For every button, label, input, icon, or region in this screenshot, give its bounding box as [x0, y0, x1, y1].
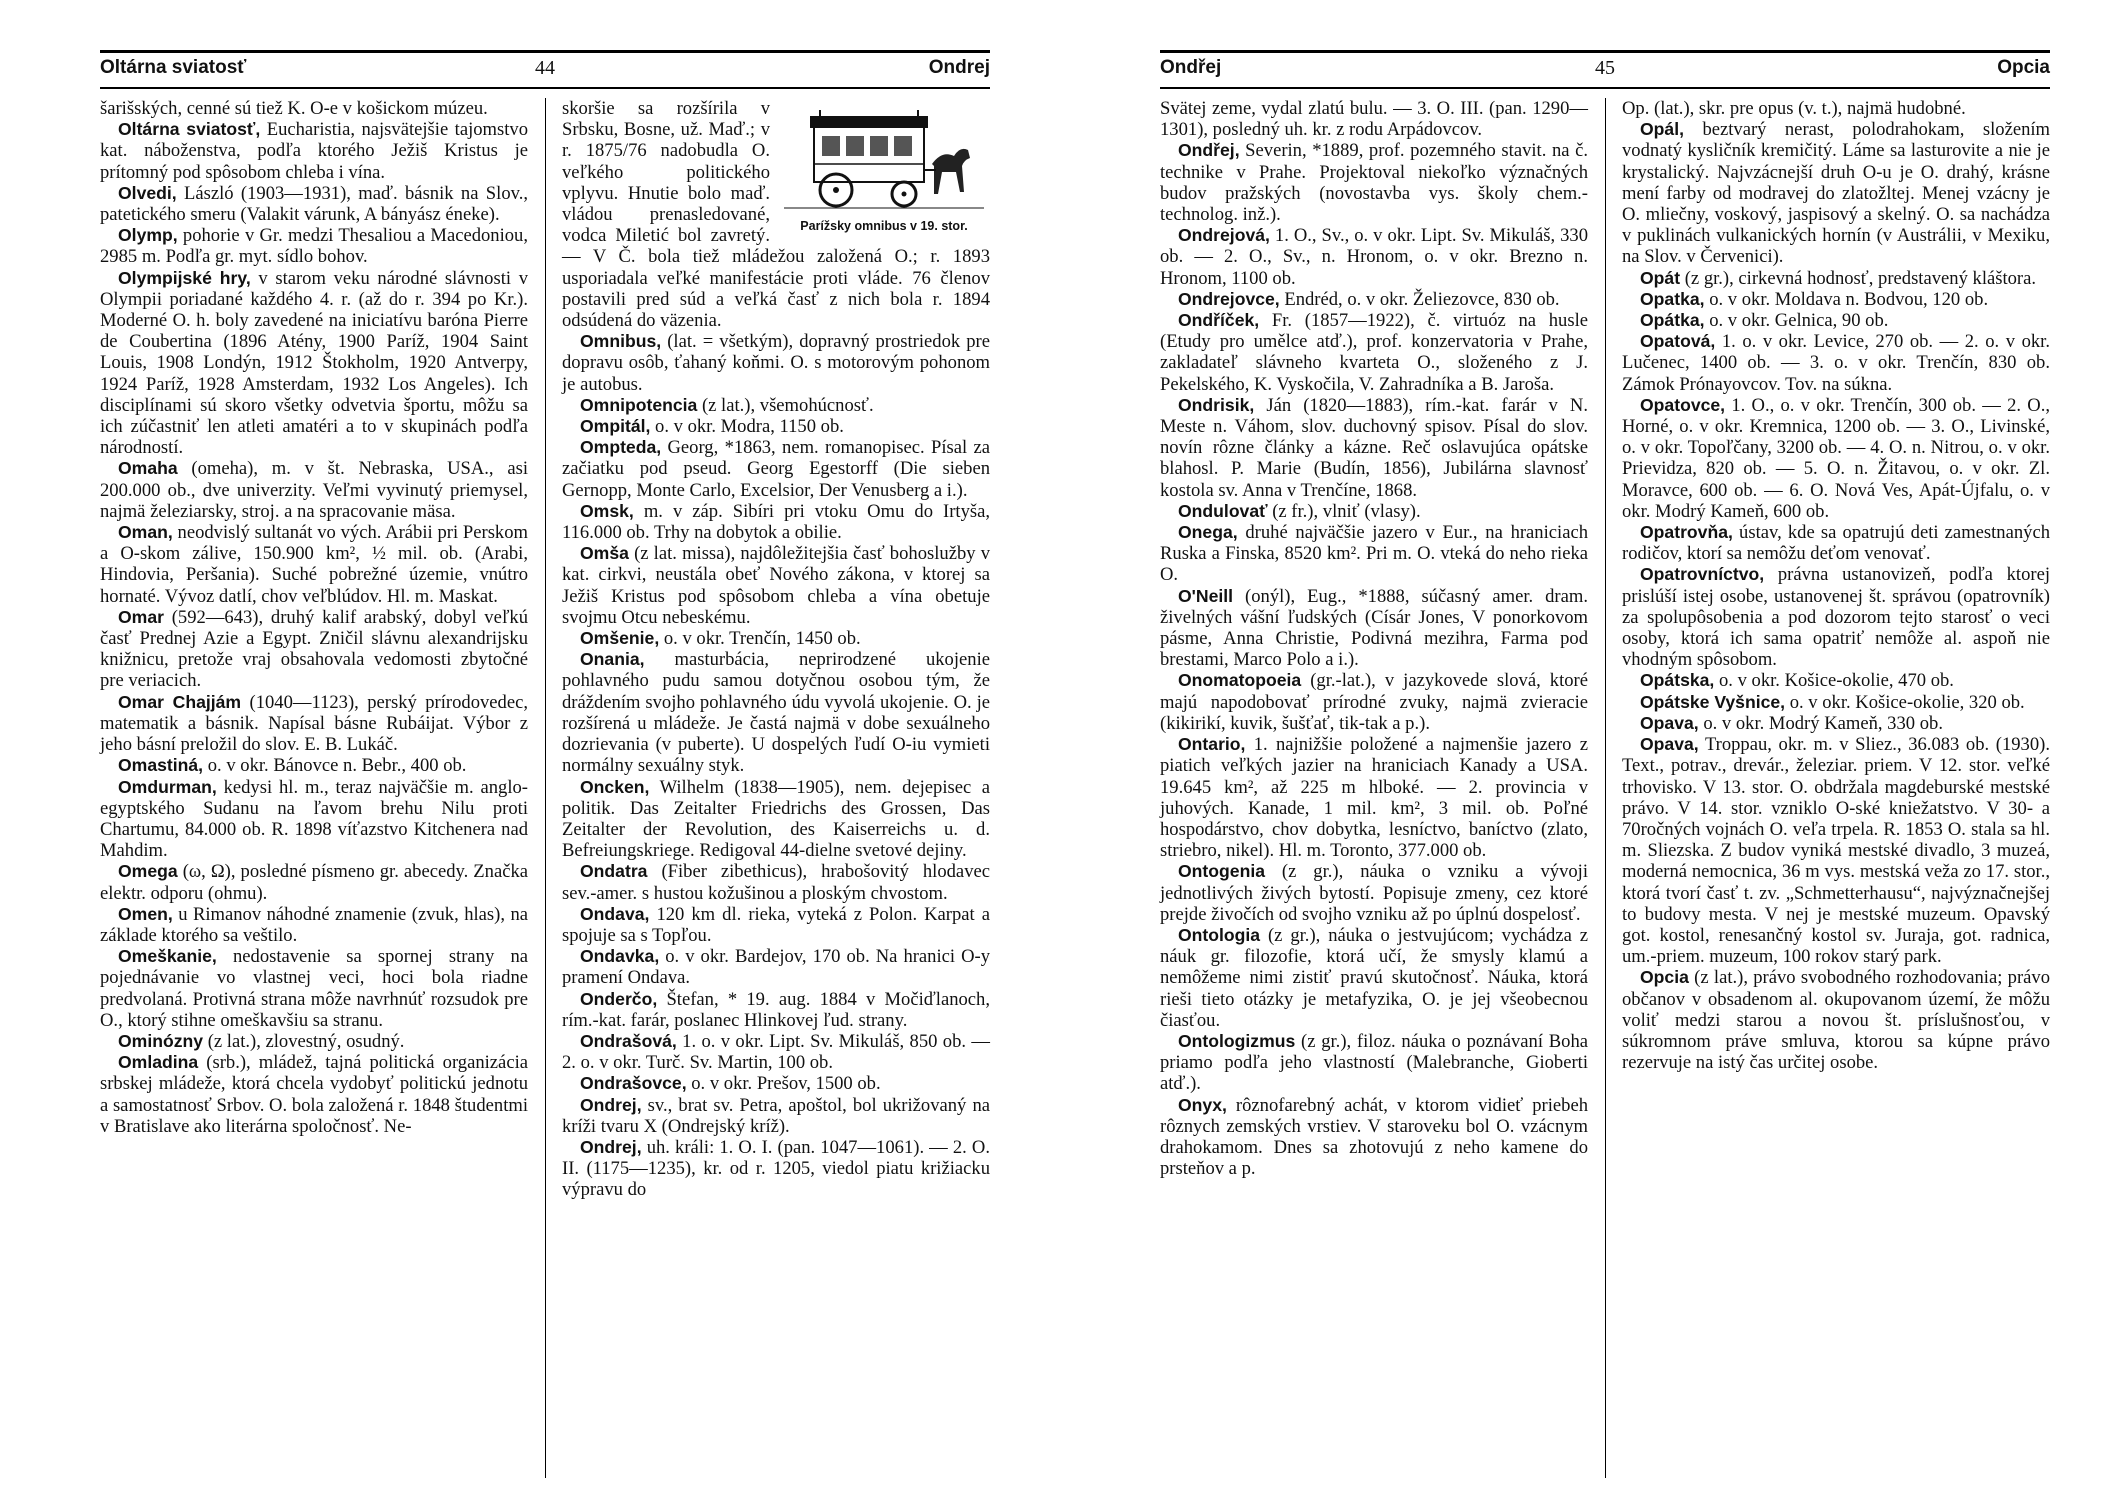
entry-text: právna ustanovizeň, podľa ktorej prislúší istej osobe, ustanovenej št. správou (opatrovník) za spolupôsobenia a pod dozorom tejto starosť o veci osoby, ktorá ich sama opatriť nemôže al. aspoň nie vhodným spôsobom. — [1622, 564, 2050, 671]
text-column — [1622, 98, 2050, 1073]
dictionary-entry — [1622, 395, 2050, 522]
dictionary-entry — [562, 904, 990, 946]
entry-headword: Ondrisik, — [1178, 394, 1255, 415]
entry-text: (onýl), Eug., *1888, súčasný amer. dram. živelných vášní ľudských (Císár Jones, V ponorkovom pásme, Anna Christie, Podivná mezihra, Farma pod brestami, Marco Polo a i.). — [1160, 585, 1588, 671]
entry-headword: Onomatopoeia — [1178, 670, 1302, 691]
entry-headword: Opál, — [1640, 119, 1684, 140]
entry-text: (z fr.), vlniť (vlasy). — [1267, 500, 1421, 522]
entry-text: neodvislý sultanát vo vých. Arábii pri Perskom a O-skom zálive, 150.900 km², ½ mil. ob. (Arabi, Hindovia, Peršania). Suché pobrežné územie, vnútro hornaté. Vývoz datlí, chov veľblúdov. Hl. m. Maskat. — [100, 522, 528, 607]
entry-headword: Ondrej, — [580, 1136, 642, 1157]
entry-text: Endréd, o. v okr. Želiezovce, 830 ob. — [1279, 288, 1560, 310]
entry-headword: Ondava, — [580, 903, 650, 924]
dictionary-entry — [1160, 1095, 1588, 1180]
dictionary-entry — [562, 1137, 990, 1201]
entry-headword: Ontario, — [1178, 734, 1246, 755]
dictionary-entry — [562, 1031, 990, 1073]
dictionary-entry — [1622, 734, 2050, 967]
entry-text: Eucharistia, najsvätejšie tajomstvo kat. náboženstva, podľa ktorého Ježiš Kristus je prítomný pod spôsobom chleba i vína. — [100, 119, 528, 183]
entry-text: (z lat.), zlovestný, osudný. — [203, 1030, 405, 1052]
entry-text: (ω, Ω), posledné písmeno gr. abecedy. Značka elektr. odporu (ohmu). — [100, 861, 528, 904]
entry-headword: Oncken, — [580, 776, 650, 797]
dictionary-entry — [1160, 586, 1588, 671]
entry-headword: Onania, — [580, 649, 645, 670]
entry-headword: Opatovce, — [1640, 394, 1726, 415]
dictionary-entry — [1160, 670, 1588, 734]
dictionary-entry — [1160, 310, 1588, 395]
entry-text: Ján (1820—1883), rím.-kat. farár v N. Meste n. Váhom, slov. duchovný spisov. Písal do slov. novín rôzne články a kázne. Reč oslavujúca opátske blahosl. P. Marie (Budín, 1856), Jubilárna slavnosť kostola sv. Anna v Trenčíne, 1868. — [1160, 394, 1588, 501]
entry-headword: Ondrašová, — [580, 1030, 677, 1051]
entry-text: 1. najnižšie položené a najmenšie jazero z piatich veľkých jazier na hraniciach Kanady a USA. 19.645 km², až 225 m hlboké. — 2. provincia v juhových. Kanade, 1 mil. km², 3 mil. ob. Poľné hospodárstvo, chov dobytka, lesníctvo, baníctvo (zlato, striebro, nikel). Hl. m. Toronto, 377.000 ob. — [1160, 734, 1588, 862]
entry-text: (z lat.), všemohúcnosť. — [697, 394, 874, 416]
entry-headword: Omša — [580, 543, 629, 564]
entry-headword: Omladina — [118, 1052, 199, 1073]
entry-text: o. v okr. Košice-okolie, 470 ob. — [1714, 670, 1954, 692]
entry-text: o. v okr. Bardejov, 170 ob. Na hranici O-y pramení Ondava. — [562, 946, 990, 989]
dictionary-entry — [100, 98, 528, 119]
entry-text: Georg, *1863, nem. romanopisec. Písal za začiatku pod pseud. Georg Egestorff (Die sieben Gernopp, Monte Carlo, Excelsior, Der Venusberg a i.). — [562, 437, 990, 501]
entry-headword: Ontogenia — [1178, 861, 1265, 882]
entry-headword: Omen, — [118, 903, 173, 924]
entry-headword: Olymp, — [118, 225, 178, 246]
dictionary-entry — [1622, 331, 2050, 395]
entry-text: (1040—1123), perský prírodovedec, matematik a básnik. Napísal básne Rubáijat. Výbor z jeho básní preložil do slov. E. B. Lukáč. — [100, 691, 528, 756]
text-column — [562, 98, 990, 1201]
entry-text: o. v okr. Moldava n. Bodvou, 120 ob. — [1704, 288, 1989, 310]
dictionary-entry — [562, 989, 990, 1031]
entry-text: Fr. (1857—1922), č. virtuóz na husle (Etudy pro umělce atď.), prof. konzervatoria v Prahe, zakladateľ slávneho kvarteta O., složeného z J. Pekelského, K. Vyskočila, V. Zahradníka a B. Jaroša. — [1160, 310, 1588, 395]
entry-text: masturbácia, neprirodzené ukojenie pohlavného pudu samou dotyčnou osobou tým, že dráždením svojho pohlavného údu vyvolá ukojenie. O. je rozšírená u mládeže. Je častá najmä v dobe sexuálneho dozrievania (v puberte). U dospelých ľudí O-iu vymieti normálny sexuálny styk. — [562, 649, 990, 777]
entry-headword: Omsk, — [580, 500, 634, 521]
dictionary-entry — [100, 607, 528, 692]
entry-headword: Oman, — [118, 522, 173, 543]
left-page — [100, 0, 990, 1500]
running-header — [1160, 50, 2050, 89]
dictionary-entry — [1622, 268, 2050, 289]
entry-text: o. v okr. Prešov, 1500 ob. — [686, 1073, 881, 1095]
dictionary-entry — [100, 225, 528, 267]
dictionary-entry — [100, 183, 528, 225]
dictionary-entry — [100, 522, 528, 607]
entry-headword: Opatrovníctvo, — [1640, 564, 1765, 585]
entry-text: (z lat. missa), najdôležitejšia časť bohoslužby v kat. cirkvi, neustála obeť Nového zákona, v ktorej sa Ježiš Kristus pod spôsobom chleba a vína obetuje svojmu Otcu nebeskému. — [562, 543, 990, 628]
entry-headword: Opatka, — [1640, 288, 1705, 309]
entry-text: u Rimanov náhodné znamenie (zvuk, hlas), na základe ktorého sa veštilo. — [100, 903, 528, 946]
entry-headword: Ondrejovce, — [1178, 288, 1280, 309]
entry-headword: Omastiná, — [118, 755, 204, 776]
entry-headword: Opát — [1640, 267, 1681, 288]
entry-text: beztvarý nerast, polodrahokam, složením vodnatý kysličník kremičitý. Láme sa lasturovite a nie je krystalický. Najvzácnejší druh O-u je O. drahý, krásne mení farby od modravej do zlatožltej. Menej vzácny je O. mliečny, voskový, jaspisový a skelný. O. sa nachádza v puklinách vulkanických hornín (v Austrálii, v Mexiku, na Slov. v Červenici). — [1622, 119, 2050, 268]
entry-text: skoršie sa rozšírila v Srbsku, Bosne, už. Maď.; v r. 1875/76 nadobudla O. veľkého politického vplyvu. Hnutie bolo maď. vládou prenasledované, vodca Miletić bol zavretý. — V Č. bola tiež mládežou založená O.; r. 1893 usporiadala veľké manifestácie proti vláde. 76 členov postavili pred súd a veľká časť z nich bola r. 1894 odsúdená do väzenia. — [562, 98, 990, 332]
dictionary-entry — [1160, 1031, 1588, 1095]
entry-headword: Omega — [118, 861, 178, 882]
dictionary-entry — [562, 777, 990, 862]
entry-headword: Ondulovať — [1178, 500, 1268, 521]
entry-text: (Fiber zibethicus), hrabošovitý hlodavec sev.-amer. s hustou kožušinou a ploským chvostom. — [562, 861, 990, 904]
dictionary-entry — [1622, 564, 2050, 670]
entry-text: 120 km dl. rieka, vyteká z Polon. Karpat a spojuje sa s Topľou. — [562, 903, 990, 946]
dictionary-entry — [1160, 734, 1588, 861]
entry-text: (592—643), druhý kalif arabský, dobyl veľkú časť Prednej Azie a Egypt. Zničil slávnu alexandrijsku knižnicu, pretože vraj obsahovala vedomosti zbytočné pre veriacich. — [100, 606, 528, 692]
dictionary-entry — [1622, 289, 2050, 310]
omnibus-drawing — [784, 104, 984, 214]
dictionary-entry — [100, 1052, 528, 1137]
entry-text: Wilhelm (1838—1905), nem. dejepisec a politik. Das Zeitalter Friedrichs des Grossen, Das Zeitalter der Revolution, des Kaiserreichs u. d. Befreiungskriege. Redigoval 44-dielne svetové dejiny. — [562, 776, 990, 862]
entry-headword: Omdurman, — [118, 776, 217, 797]
entry-headword: Omnipotencia — [580, 394, 698, 415]
entry-text: o. v okr. Modrý Kameň, 330 ob. — [1698, 712, 1943, 734]
entry-text: (omeha), m. v št. Nebraska, USA., asi 200.000 ob., dve univerzity. Veľmi vyvinutý priemysel, najmä železiarsky, stroj. a na spracovanie mäsa. — [100, 458, 528, 522]
entry-headword: Ontologizmus — [1178, 1030, 1296, 1051]
dictionary-entry — [1622, 119, 2050, 267]
header-first-entry: Ondřej — [1160, 57, 1222, 78]
entry-headword: Opátska, — [1640, 670, 1715, 691]
page-number: 45 — [1595, 57, 1615, 79]
entry-text: rôznofarebný achát, v ktorom vidieť priebeh rôznych zemských vrstiev. V staroveku bol O. vzácnym drahokamom. Dnes sa zhotovujú z neho kamene do prsteňov a p. — [1160, 1094, 1588, 1180]
header-last-entry: Opcia — [1997, 57, 2050, 78]
entry-headword: Ondrašovce, — [580, 1073, 687, 1094]
entry-text: Svätej zeme, vydal zlatú bulu. — 3. O. III. (pan. 1290—1301), posledný uh. kr. z rodu Arpádovcov. — [1160, 98, 1588, 141]
entry-text: 1. o. v okr. Lipt. Sv. Mikuláš, 850 ob. — 2. o. v okr. Turč. Sv. Martin, 100 ob. — [562, 1030, 990, 1074]
dictionary-entry — [562, 543, 990, 628]
entry-headword: Opatová, — [1640, 331, 1716, 352]
entry-text: 1. O., Sv., o. v okr. Lipt. Sv. Mikuláš, 330 ob. — 2. O., Sv., n. Hronom, o. v okr. Brezno n. Hronom, 1100 ob. — [1160, 225, 1588, 289]
dictionary-entry — [1160, 395, 1588, 501]
entry-headword: Ondrejová, — [1178, 225, 1270, 246]
entry-headword: Opava, — [1640, 712, 1699, 733]
entry-headword: Onderčo, — [580, 988, 658, 1009]
entry-text: nedostavenie sa spornej strany na pojednávanie vo vlastnej veci, hoci bola riadne predvolaná. Protivná strana môže navrhnúť rozsudok pre O., ktorý stihne omeškavšiu sa stranu. — [100, 946, 528, 1031]
entry-headword: Ondříček, — [1178, 310, 1260, 331]
dictionary-entry — [100, 692, 528, 756]
entry-text: Troppau, okr. m. v Sliez., 36.083 ob. (1930). Text., potrav., drevár., železiar. priem. V 12. stor. veľké trhovisko. V 13. stor. O. obdržala magdeburské mestské právo. V 14. stor. vzniklo O-ské kniežatstvo. V 30- a 70ročných vojnách O. veľa trpela. R. 1853 O. stala sa hl. m. Sliezska. Z budov vyniká mestské divadlo, 3 muzeá, moderná nemocnica, 36 m vys. mestská veža zo 17. stor., ktorá tvorí časť t. zv. „Schmetterhausu“, najvýznačnejšej to budovy mesta. V nej je mestské muzeum. Opavský got. kostol, renesančný kostol sv. Juraja, got. radnica, um.-priem. muzeum, 100 rokov starý park. — [1622, 734, 2050, 968]
dictionary-entry — [100, 946, 528, 1031]
dictionary-entry — [100, 755, 528, 776]
text-column — [100, 98, 528, 1137]
entry-text: 1. O., o. v okr. Trenčín, 300 ob. — 2. O., Horné, o. v okr. Kremnica, 1200 ob. — 3. O., Livinské, o. v okr. Topoľčany, 3200 ob. — 4. O. n. Nitrou, o. v okr. Prievidza, 820 ob. — 5. O. n. Žitavou, o. v okr. Zl. Moravce, 600 ob. — 6. O. Nová Ves, Apát-Újfalu, o. v okr. Modrý Kameň, 600 ob. — [1622, 394, 2050, 522]
dictionary-entry — [562, 416, 990, 437]
dictionary-entry — [562, 628, 990, 649]
dictionary-entry — [1622, 692, 2050, 713]
entry-headword: Opátske Vyšnice, — [1640, 691, 1786, 712]
dictionary-entry — [1160, 98, 1588, 140]
entry-headword: Olympijské hry, — [118, 267, 251, 288]
entry-text: o. v okr. Trenčín, 1450 ob. — [659, 628, 861, 650]
entry-text: ústav, kde sa opatrujú deti zamestnaných rodičov, ktorí sa nemôžu deťom venovať. — [1622, 522, 2050, 565]
header-last-entry: Ondrej — [928, 57, 990, 78]
entry-text: pohorie v Gr. medzi Thesaliou a Macedoniou, 2985 m. Podľa gr. myt. sídlo bohov. — [100, 225, 528, 268]
dictionary-entry — [100, 777, 528, 862]
entry-text: (z gr.), náuka o jestvujúcom; vychádza z náuk gr. filozofie, ktorá učí, že smysly klamú a nemôžeme nimi zistiť pravú skutočnosť. Náuka, ktorá rieši tieto otázky je metafyzika, O. je jej všeobecnou čiasťou. — [1160, 924, 1588, 1031]
dictionary-entry — [100, 861, 528, 903]
entry-text: uh. králi: 1. O. I. (pan. 1047—1061). — 2. O. II. (1175—1235), kr. od r. 1205, viedol piatu križiacku výpravu do — [562, 1136, 990, 1201]
entry-headword: Ompteda, — [580, 437, 662, 458]
dictionary-entry — [1160, 522, 1588, 586]
entry-text: (z gr.), filoz. náuka o poznávaní Boha priamo podľa jeho vlastností (Malebranche, Gioberti atď.). — [1160, 1030, 1588, 1095]
entry-headword: Ompitál, — [580, 416, 651, 437]
dictionary-entry — [562, 437, 990, 501]
entry-headword: Opcia — [1640, 967, 1689, 988]
entry-headword: Ondrej, — [580, 1094, 642, 1115]
entry-text: m. v záp. Sibíri pri vtoku Omu do Irtyša, 116.000 ob. Trhy na dobytok a obilie. — [562, 500, 990, 544]
entry-text: (srb.), mládež, tajná politická organizácia srbskej mládeže, ktorá chcela vydobyť politickú jednotu a samostatnosť Srbov. O. bola založená r. 1848 študentmi v Bratislave ako literárna spoločnosť. Ne- — [100, 1052, 528, 1137]
dictionary-entry — [562, 98, 990, 331]
dictionary-entry — [562, 331, 990, 395]
entry-headword: Omar Chajjám — [118, 691, 242, 712]
dictionary-entry — [100, 119, 528, 183]
omnibus-illustration — [778, 104, 990, 237]
entry-text: o. v okr. Modra, 1150 ob. — [650, 416, 844, 438]
dictionary-entry — [562, 649, 990, 776]
entry-text: László (1903—1931), maď. básnik na Slov., patetického smeru (Valakit várunk, A bányász éneke). — [100, 182, 528, 226]
column-divider — [1605, 98, 1606, 1478]
entry-text: o. v okr. Bánovce n. Bebr., 400 ob. — [203, 755, 467, 777]
dictionary-entry — [1622, 967, 2050, 1073]
entry-text: druhé najväčšie jazero v Eur., na hraniciach Ruska a Finska, 8520 km². Pri m. O. vteká do neho rieka O. — [1160, 522, 1588, 586]
dictionary-entry — [1160, 861, 1588, 925]
entry-headword: Omeškanie, — [118, 946, 217, 967]
entry-text: Severin, *1889, prof. pozemného stavit. na č. technike v Prahe. Projektoval niekoľko význačných budov pražských (novostavba vys. školy chem.-technolog. inž.). — [1160, 140, 1588, 226]
entry-headword: O'Neill — [1178, 585, 1234, 606]
entry-headword: Opátka, — [1640, 310, 1705, 331]
entry-headword: Opava, — [1640, 734, 1699, 755]
entry-headword: Ontologia — [1178, 924, 1261, 945]
figure-caption: Parížsky omnibus v 19. stor. — [800, 219, 968, 233]
entry-headword: Omar — [118, 606, 164, 627]
entry-headword: Omnibus, — [580, 331, 662, 352]
entry-headword: Opatrovňa, — [1640, 522, 1733, 543]
entry-headword: Onega, — [1178, 522, 1238, 543]
dictionary-entry — [1622, 713, 2050, 734]
dictionary-entry — [562, 1073, 990, 1094]
entry-headword: Ondatra — [580, 861, 648, 882]
entry-text: šarišských, cenné sú tiež K. O-e v košickom múzeu. — [100, 98, 488, 119]
dictionary-entry — [1622, 98, 2050, 119]
page-number: 44 — [535, 57, 555, 79]
entry-headword: Omšenie, — [580, 628, 660, 649]
dictionary-entry — [100, 904, 528, 946]
column-divider — [545, 98, 546, 1478]
dictionary-entry — [562, 395, 990, 416]
entry-headword: Omaha — [118, 458, 178, 479]
entry-headword: Oltárna sviatosť, — [118, 119, 261, 140]
entry-text: kedysi hl. m., teraz najväčšie m. anglo-egyptského Sudanu na ľavom brehu Nilu proti Chartumu, 84.000 ob. R. 1898 víťazstvo Kitchenera nad Mahdim. — [100, 776, 528, 862]
running-header — [100, 50, 990, 89]
entry-text: (gr.-lat.), v jazykovede slová, ktoré majú napodobovať prírodné zvuky, najmä zvieracie (kikirikí, kuvik, šušťať, tik-tak a p.). — [1160, 670, 1588, 734]
entry-text: Štefan, * 19. aug. 1884 v Močiďlanoch, rím.-kat. farár, poslanec Hlinkovej ľud. strany. — [562, 988, 990, 1031]
dictionary-entry — [1622, 522, 2050, 564]
entry-text: (z lat.), právo svobodného rozhodovania; právo občanov v obsadenom al. okupovanom území, že môžu voliť medzi starou a novou št. príslušnosťou, v súkromnom práve smluva, ktorou sa kúpne právo rezervuje na istý čas určitej osobe. — [1622, 967, 2050, 1074]
right-page — [1160, 0, 2050, 1500]
dictionary-entry — [100, 268, 528, 459]
dictionary-entry — [562, 946, 990, 988]
entry-text: o. v okr. Košice-okolie, 320 ob. — [1785, 691, 2025, 713]
entry-headword: Onyx, — [1178, 1094, 1227, 1115]
dictionary-entry — [100, 458, 528, 522]
dictionary-entry — [1160, 289, 1588, 310]
entry-text: sv., brat sv. Petra, apoštol, bol ukrižovaný na kríži tvaru X (Ondrejský kríž). — [562, 1094, 990, 1137]
entry-text: (z gr.), cirkevná hodnosť, predstavený kláštora. — [1680, 267, 2037, 289]
dictionary-entry — [562, 861, 990, 903]
dictionary-entry — [562, 501, 990, 543]
entry-headword: Olvedi, — [118, 182, 177, 203]
entry-text: Op. (lat.), skr. pre opus (v. t.), najmä hudobné. — [1622, 98, 1966, 119]
dictionary-entry — [1160, 225, 1588, 289]
dictionary-entry — [100, 1031, 528, 1052]
entry-text: o. v okr. Gelnica, 90 ob. — [1704, 310, 1889, 332]
dictionary-entry — [1160, 140, 1588, 225]
entry-text: (lat. = všetkým), dopravný prostriedok pre dopravu osôb, ťahaný koňmi. O. s motorovým pohonom je autobus. — [562, 331, 990, 395]
entry-headword: Ominózny — [118, 1030, 204, 1051]
dictionary-entry — [562, 1095, 990, 1137]
dictionary-entry — [1622, 670, 2050, 691]
text-column — [1160, 98, 1588, 1179]
header-first-entry: Oltárna sviatosť — [100, 57, 247, 78]
entry-headword: Ondavka, — [580, 946, 660, 967]
entry-text: 1. o. v okr. Levice, 270 ob. — 2. o. v okr. Lučenec, 1400 ob. — 3. o. v okr. Trenčín, 830 ob. Zámok Prónayovcov. Tov. na súkna. — [1622, 331, 2050, 395]
entry-headword: Ondřej, — [1178, 140, 1240, 161]
dictionary-entry — [1160, 925, 1588, 1031]
dictionary-entry — [1160, 501, 1588, 522]
dictionary-entry — [1622, 310, 2050, 331]
entry-text: v starom veku národné slávnosti v Olympii poriadané každého 4. r. (až do r. 394 po Kr.). Moderné O. h. boly zavedené na iniciatívu baróna Pierre de Coubertina (1896 Atény, 1900 Paríž, 1904 Saint Louis, 1908 Londýn, 1912 Štokholm, 1920 Antverpy, 1924 Paríž, 1928 Amsterdam, 1932 Los Angeles). Ich disciplínami sú skoro všetky odvetvia športu, môžu sa ich zúčastniť len atleti amatéri a to v skupinách podľa národností. — [100, 267, 528, 459]
entry-text: (z gr.), náuka o vzniku a vývoji jednotlivých živých bytostí. Popisuje zmeny, cez ktoré prejde živočích od svojho vzniku až po úplnú dospelosť. — [1160, 861, 1588, 925]
